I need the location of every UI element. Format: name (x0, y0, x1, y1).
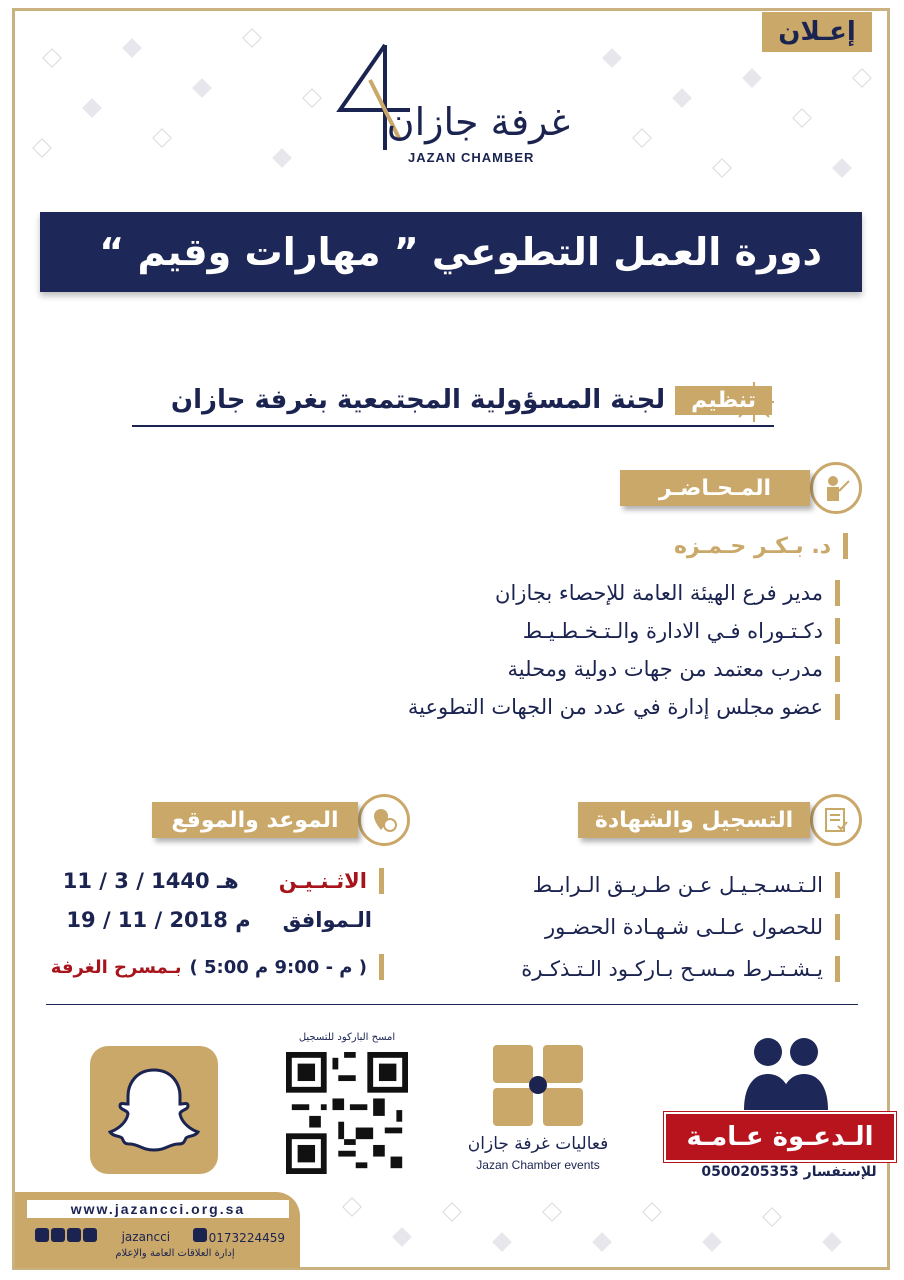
events-emblem-icon (488, 1040, 588, 1130)
organizer-underline (132, 425, 774, 427)
lecturer-name (674, 533, 848, 559)
bio-line: عضو مجلس إدارة في عدد من الجهات التطوعية (408, 694, 840, 720)
bio-line: مدرب معتمد من جهات دولية ومحلية (508, 656, 840, 682)
registration-line: للحصول عـلـى شـهـادة الحضـور (545, 914, 840, 940)
clock-location-icon (358, 794, 410, 846)
bio-line: دكـتـوراه فـي الادارة والـتـخـطـيـط (523, 618, 840, 644)
registration-tag: التسجيل والشهادة (578, 802, 810, 838)
gregorian-date-row (66, 908, 372, 932)
jazan-chamber-logo (330, 30, 570, 175)
instagram-icon[interactable] (67, 1228, 81, 1242)
social-handle: jazancci (121, 1229, 171, 1244)
footer-contact (15, 1192, 300, 1268)
website-link[interactable]: www.jazancci.org.sa (27, 1200, 289, 1218)
day-text: الاثـنـيـن (278, 869, 367, 893)
organizer-text: لجنة المسؤولية المجتمعية بغرفة جازان (170, 385, 666, 415)
qr-caption: امسح الباركود للتسجيل (298, 1032, 396, 1043)
people-icon (736, 1030, 836, 1110)
department-name: إدارة العلاقات العامة والإعلام (115, 1248, 235, 1259)
venue-text: بـمسرح الغرفة (50, 956, 182, 978)
logo-english-text: JAZAN CHAMBER (408, 150, 535, 165)
time-range: ( 5:00 م - 9:00 م ) (189, 956, 367, 978)
section-divider (46, 1004, 858, 1005)
hijri-date-row (63, 868, 384, 894)
bio-line: مدير فرع الهيئة العامة للإحصاء بجازان (495, 580, 840, 606)
chamber-events-logo (448, 1040, 628, 1180)
lecturer-name-text: د. بـكـر حـمـزه (673, 533, 831, 559)
phone-number: 0173224459 (208, 1231, 285, 1245)
inquiry-phone: للإستفسار 0500205353 (701, 1164, 877, 1180)
events-arabic-text: فعاليات غرفة جازان (467, 1134, 609, 1154)
time-venue-row (51, 954, 384, 980)
organizer-tag: تنظيم (675, 386, 772, 415)
social-row (35, 1228, 285, 1245)
registration-line: الـتـسـجـيـل عـن طـريـق الـرابـط (533, 872, 840, 898)
registration-line: يـشـتـرط مـسـح بـاركـود الـتـذكـرة (521, 956, 840, 982)
events-english-text: Jazan Chamber events (476, 1158, 600, 1172)
whatsapp-icon[interactable] (193, 1228, 207, 1242)
certificate-icon (810, 794, 862, 846)
public-invitation-badge: الـدعـوة عـامـة (664, 1112, 896, 1162)
organizer-row (171, 376, 772, 424)
logo-arabic-text: غرفة جازان (386, 100, 570, 144)
whatsapp-row (193, 1228, 285, 1245)
lecturer-tag: المـحـاضـر (620, 470, 810, 506)
hijri-date: 11 / 3 / 1440 هـ (62, 869, 239, 893)
twitter-icon[interactable] (35, 1228, 49, 1242)
course-title: دورة العمل التطوعي ” مهارات وقيم “ (40, 212, 862, 292)
snapchat-ghost-icon (90, 1046, 218, 1174)
notice-badge: إعـلان (762, 12, 872, 52)
social-icons (35, 1228, 99, 1245)
snapchat-icon[interactable] (83, 1228, 97, 1242)
bullet-bar (843, 533, 848, 559)
lecturer-icon (810, 462, 862, 514)
snapchat-code[interactable] (90, 1046, 218, 1174)
facebook-icon[interactable] (51, 1228, 65, 1242)
schedule-tag: الموعد والموقع (152, 802, 358, 838)
gregorian-date: 19 / 11 / 2018 م (66, 908, 251, 932)
agreed-label: الـموافق (282, 908, 372, 932)
registration-qr-code[interactable] (286, 1052, 408, 1174)
